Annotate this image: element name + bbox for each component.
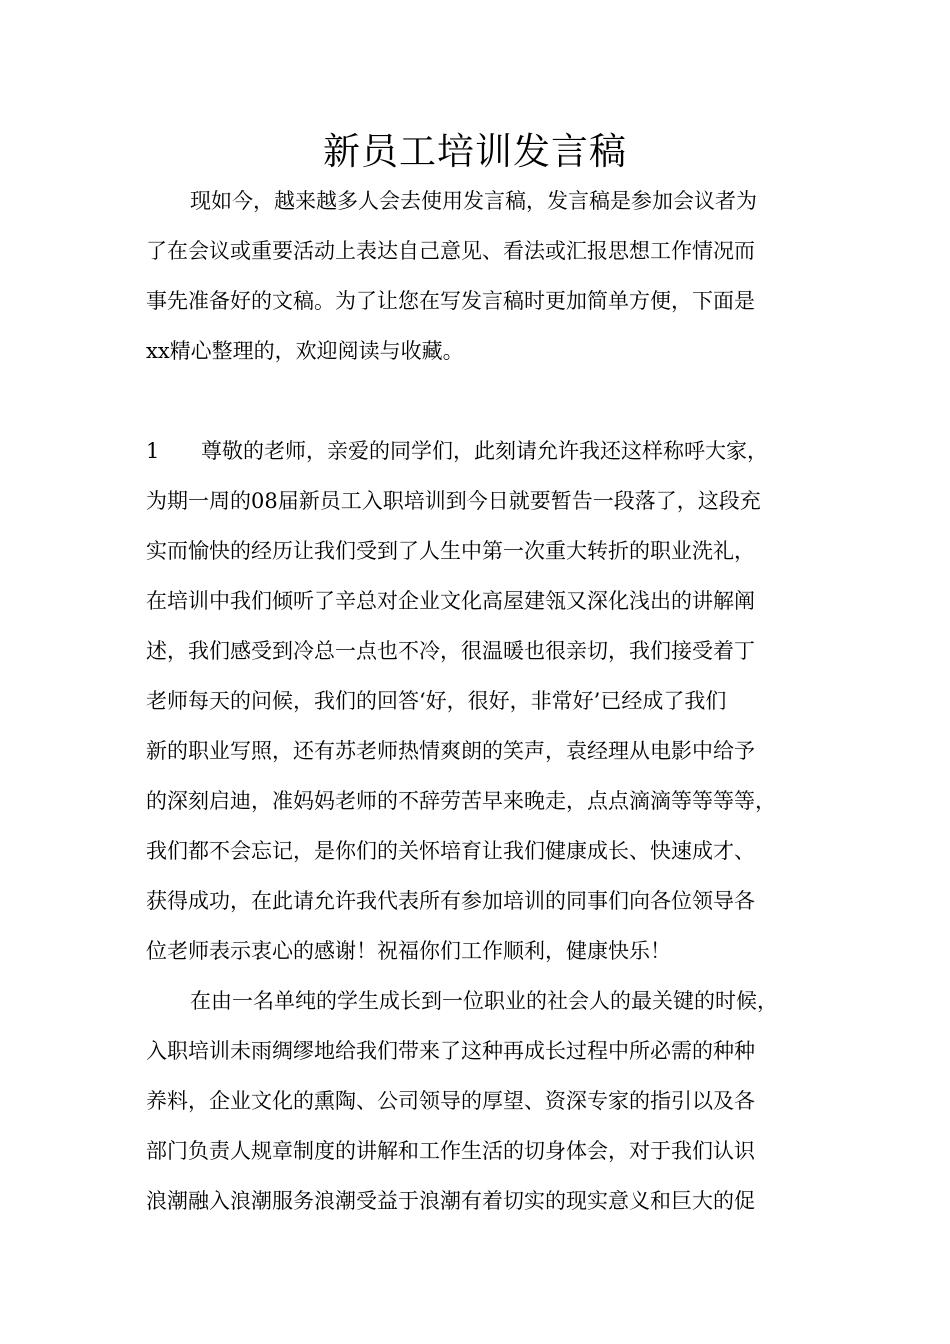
paragraph-line: 在由一名单纯的学生成长到一位职业的社会人的最关键的时候， [190, 989, 778, 1013]
paragraph-line: 入职培训未雨绸缪地给我们带来了这种再成长过程中所必需的种种 [146, 1039, 755, 1063]
paragraph-line: 浪潮融入浪潮服务浪潮受益于浪潮有着切实的现实意义和巨大的促 [146, 1189, 755, 1213]
section-line: 获得成功，在此请允许我代表所有参加培训的同事们向各位领导各 [146, 889, 755, 913]
section-number: 1 [146, 439, 160, 463]
paragraph-line: 养料，企业文化的熏陶、公司领导的厚望、资深专家的指引以及各 [146, 1089, 755, 1113]
intro-line: xx精心整理的，欢迎阅读与收藏。 [146, 339, 464, 363]
section-line: 在培训中我们倾听了辛总对企业文化高屋建瓴又深化浅出的讲解阐 [146, 589, 755, 613]
section-first-text: 尊敬的老师，亲爱的同学们，此刻请允许我还这样称呼大家， [201, 439, 768, 463]
section-line: 的深刻启迪，准妈妈老师的不辞劳苦早来晚走，点点滴滴等等等等， [146, 789, 776, 813]
section-line: 述，我们感受到冷总一点也不冷，很温暖也很亲切，我们接受着丁 [146, 639, 755, 663]
section-line: 位老师表示衷心的感谢！祝福你们工作顺利，健康快乐！ [146, 939, 671, 963]
intro-line: 事先准备好的文稿。为了让您在写发言稿时更加简单方便，下面是 [146, 289, 755, 313]
document-title: 新员工培训发言稿 [323, 130, 627, 173]
section-line: 新的职业写照，还有苏老师热情爽朗的笑声，袁经理从电影中给予 [146, 739, 755, 763]
section-line: 实而愉快的经历让我们受到了人生中第一次重大转折的职业洗礼， [146, 539, 755, 563]
section-line: 我们都不会忘记，是你们的关怀培育让我们健康成长、快速成才、 [146, 839, 755, 863]
intro-line: 了在会议或重要活动上表达自己意见、看法或汇报思想工作情况而 [146, 239, 755, 263]
section-first-line [146, 436, 846, 466]
section-line: 老师每天的问候，我们的回答‘好，很好，非常好’已经成了我们 [146, 689, 727, 713]
section-line: 为期一周的08届新员工入职培训到今日就要暂告一段落了，这段充 [146, 489, 761, 513]
intro-line: 现如今，越来越多人会去使用发言稿，发言稿是参加会议者为 [190, 189, 757, 213]
paragraph-line: 部门负责人规章制度的讲解和工作生活的切身体会，对于我们认识 [146, 1139, 755, 1163]
